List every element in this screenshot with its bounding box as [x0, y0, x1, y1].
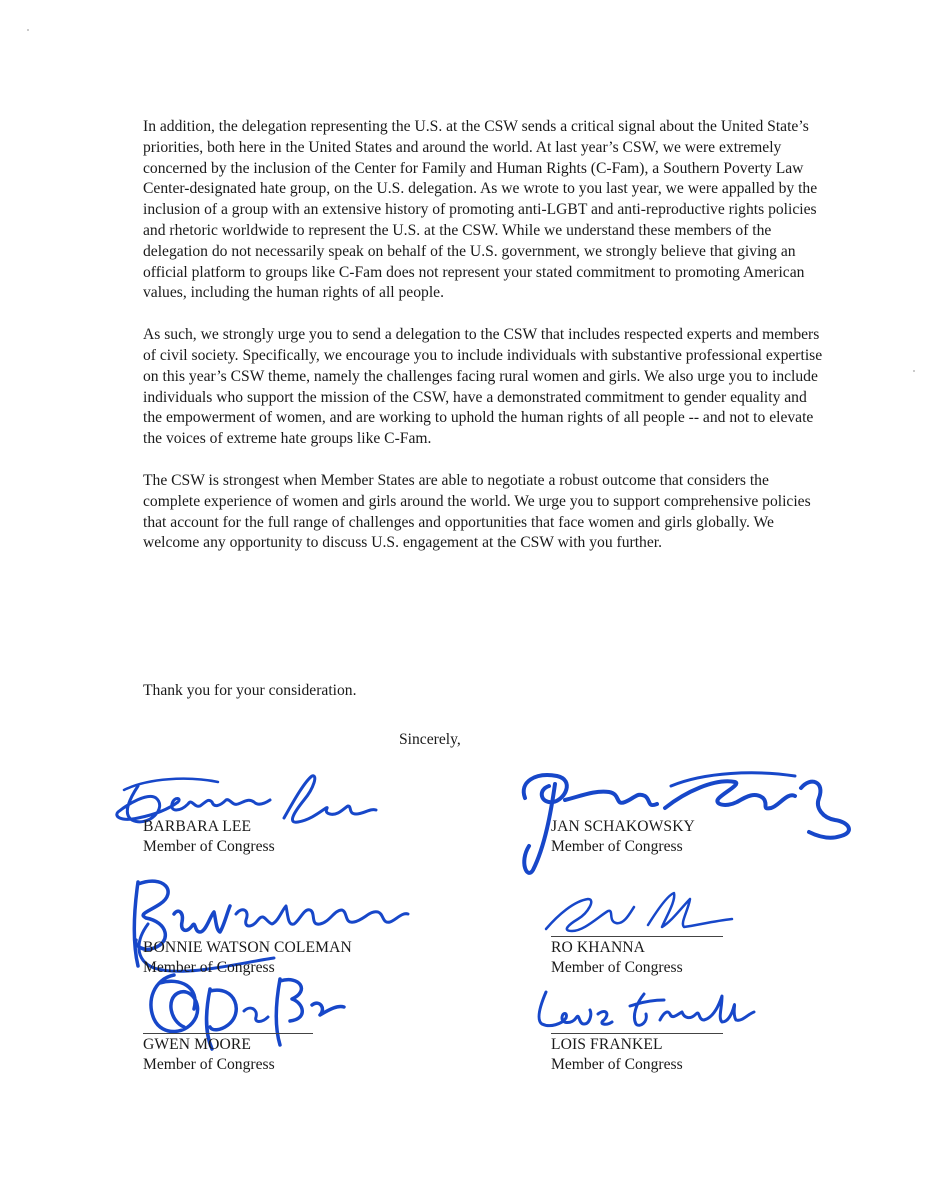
signer-title: Member of Congress — [551, 838, 683, 855]
signer-name: BARBARA LEE — [143, 818, 252, 835]
letter-body — [143, 117, 823, 575]
sign-off: Sincerely, — [399, 731, 461, 748]
paragraph-urge-delegation: As such, we strongly urge you to send a delegation to the CSW that includes respected experts and members of civil society. Specifically, we encourage you to include individuals with substantive professional expertise on this year’s CSW theme, namely the challenges facing rural women and girls. We also urge you to include individuals who support the mission of the CSW, have a demonstrated commitment to gender equality and the empowerment of women, and are working to uphold the human rights of all people -- and not to elevate the voices of extreme hate groups like C-Fam. — [143, 326, 823, 448]
signer-title: Member of Congress — [551, 959, 683, 976]
signer-ro-khanna — [551, 938, 683, 978]
paragraph-csw-strongest: The CSW is strongest when Member States are able to negotiate a robust outcome that considers the complete experience of women and girls around the world. We urge you to support comprehensive policies that account for the full range of challenges and opportunities that face women and girls globally. We welcome any opportunity to discuss U.S. engagement at the CSW with you further. — [143, 471, 811, 552]
signer-title: Member of Congress — [143, 959, 275, 976]
signature-line — [143, 1033, 313, 1034]
signer-title: Member of Congress — [551, 1056, 683, 1073]
paragraph-delegation-signal: In addition, the delegation representing the U.S. at the CSW sends a critical signal about the United State’s priorities, both here in the United States and around the world. At last year’s CSW, we were extremely concerned by the inclusion of the Center for Family and Human Rights (C-Fam), a Southern Poverty Law Center-designated hate group, on the U.S. delegation. As we wrote to you last year, we were appalled by the inclusion of a group with an extensive history of promoting anti-LGBT and anti-reproductive rights policies and rhetoric worldwide to represent the U.S. at the CSW. While we understand these members of the delegation do not necessarily speak on behalf of the U.S. government, we strongly believe that giving an official platform to groups like C-Fam does not represent your stated commitment to promoting American values, including the human rights of all people. — [143, 118, 818, 302]
signature-lois-frankel — [532, 984, 762, 1034]
signer-name: GWEN MOORE — [143, 1036, 251, 1053]
signer-name: JAN SCHAKOWSKY — [551, 818, 695, 835]
signer-lois-frankel — [551, 1035, 683, 1075]
scan-speck — [913, 370, 915, 372]
thank-you-line: Thank you for your consideration. — [143, 682, 357, 699]
signer-title: Member of Congress — [143, 838, 275, 855]
signer-name: LOIS FRANKEL — [551, 1036, 663, 1053]
signer-title: Member of Congress — [143, 1056, 275, 1073]
signer-name: BONNIE WATSON COLEMAN — [143, 939, 352, 956]
signer-jan-schakowsky — [551, 817, 695, 857]
signer-barbara-lee — [143, 817, 275, 857]
signature-line — [551, 1033, 723, 1034]
signature-line — [551, 936, 723, 937]
scan-speck — [27, 29, 29, 31]
signer-gwen-moore — [143, 1035, 275, 1075]
signer-name: RO KHANNA — [551, 939, 646, 956]
